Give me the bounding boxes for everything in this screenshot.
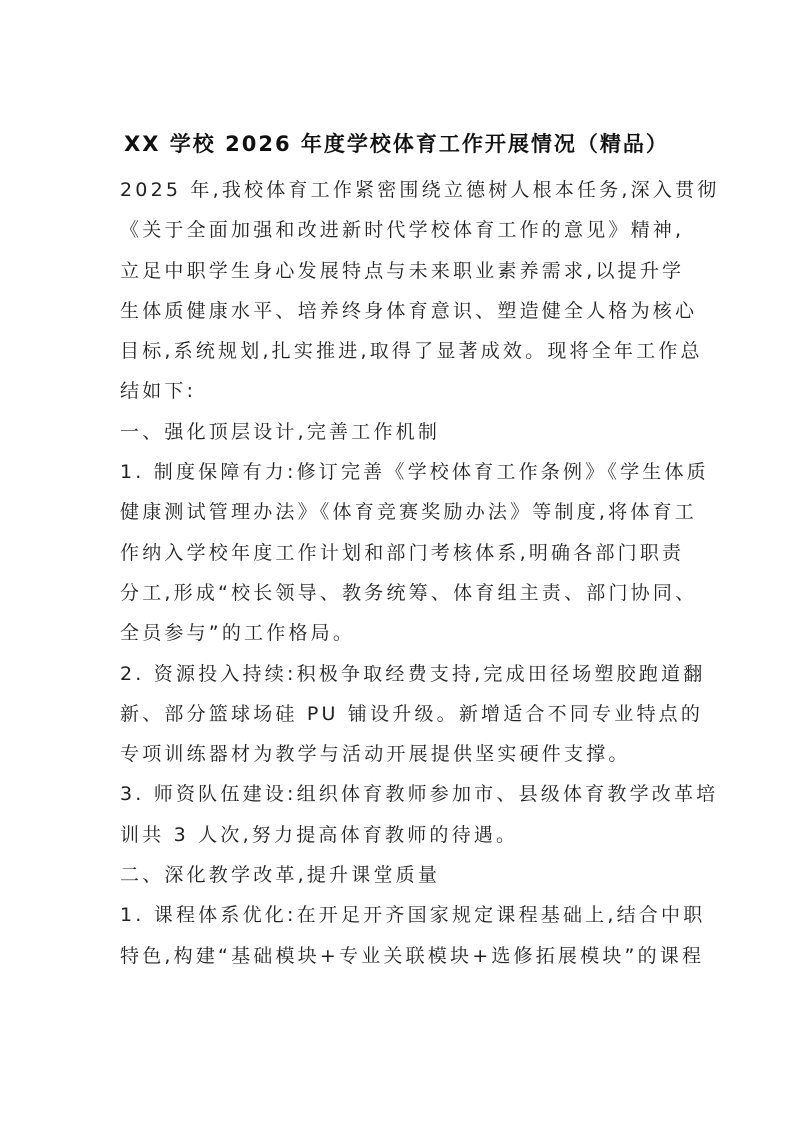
- section-heading-1: 一、强化顶层设计,完善工作机制: [120, 420, 441, 443]
- section-1-item-1-line-5: 全员参与”的工作格局。: [120, 622, 356, 645]
- section-heading-2: 二、深化教学改革,提升课堂质量: [120, 864, 441, 887]
- intro-line-1: 2025 年,我校体育工作紧密围绕立德树人根本任务,深入贯彻: [120, 179, 720, 201]
- section-1-item-2-line-2: 新、部分篮球场硅 PU 铺设升级。新增适合不同专业特点的: [120, 702, 704, 725]
- intro-line-5: 目标,系统规划,扎实推进,取得了显著成效。现将全年工作总: [120, 340, 703, 363]
- intro-line-2: 《关于全面加强和改进新时代学校体育工作的意见》精神,: [120, 219, 685, 242]
- section-1-item-3-line-2: 训共 3 人次,努力提高体育教师的待遇。: [120, 823, 519, 846]
- section-1-item-3-line-1: 3. 师资队伍建设:组织体育教师参加市、县级体育教学改革培: [120, 783, 719, 806]
- section-1-item-1-line-1: 1. 制度保障有力:修订完善《学校体育工作条例》《学生体质: [120, 461, 709, 484]
- section-1-item-2-line-1: 2. 资源投入持续:积极争取经费支持,完成田径场塑胶跑道翻: [120, 662, 706, 685]
- intro-line-6: 结如下:: [120, 380, 197, 403]
- document-body: [120, 170, 720, 976]
- section-1-item-1-line-2: 健康测试管理办法》《体育竞赛奖励办法》等制度,将体育工: [120, 501, 697, 524]
- document-title: XX 学校 2026 年度学校体育工作开展情况（精品）: [124, 132, 669, 156]
- section-1-item-2-line-3: 专项训练器材为教学与活动开展提供坚实硬件支撑。: [120, 743, 631, 766]
- section-2-item-1-line-1: 1. 课程体系优化:在开足开齐国家规定课程基础上,结合中职: [120, 904, 706, 927]
- section-2-item-1-line-2: 特色,构建“基础模块+专业关联模块+选修拓展模块”的课程: [120, 944, 705, 967]
- section-1-item-1-line-4: 分工,形成“校长领导、教务统筹、体育组主责、部门协同、: [120, 581, 698, 604]
- intro-line-3: 立足中职学生身心发展特点与未来职业素养需求,以提升学: [120, 259, 685, 282]
- section-1-item-1-line-3: 作纳入学校年度工作计划和部门考核体系,明确各部门职责: [120, 541, 685, 564]
- intro-line-4: 生体质健康水平、培养终身体育意识、塑造健全人格为核心: [120, 299, 698, 322]
